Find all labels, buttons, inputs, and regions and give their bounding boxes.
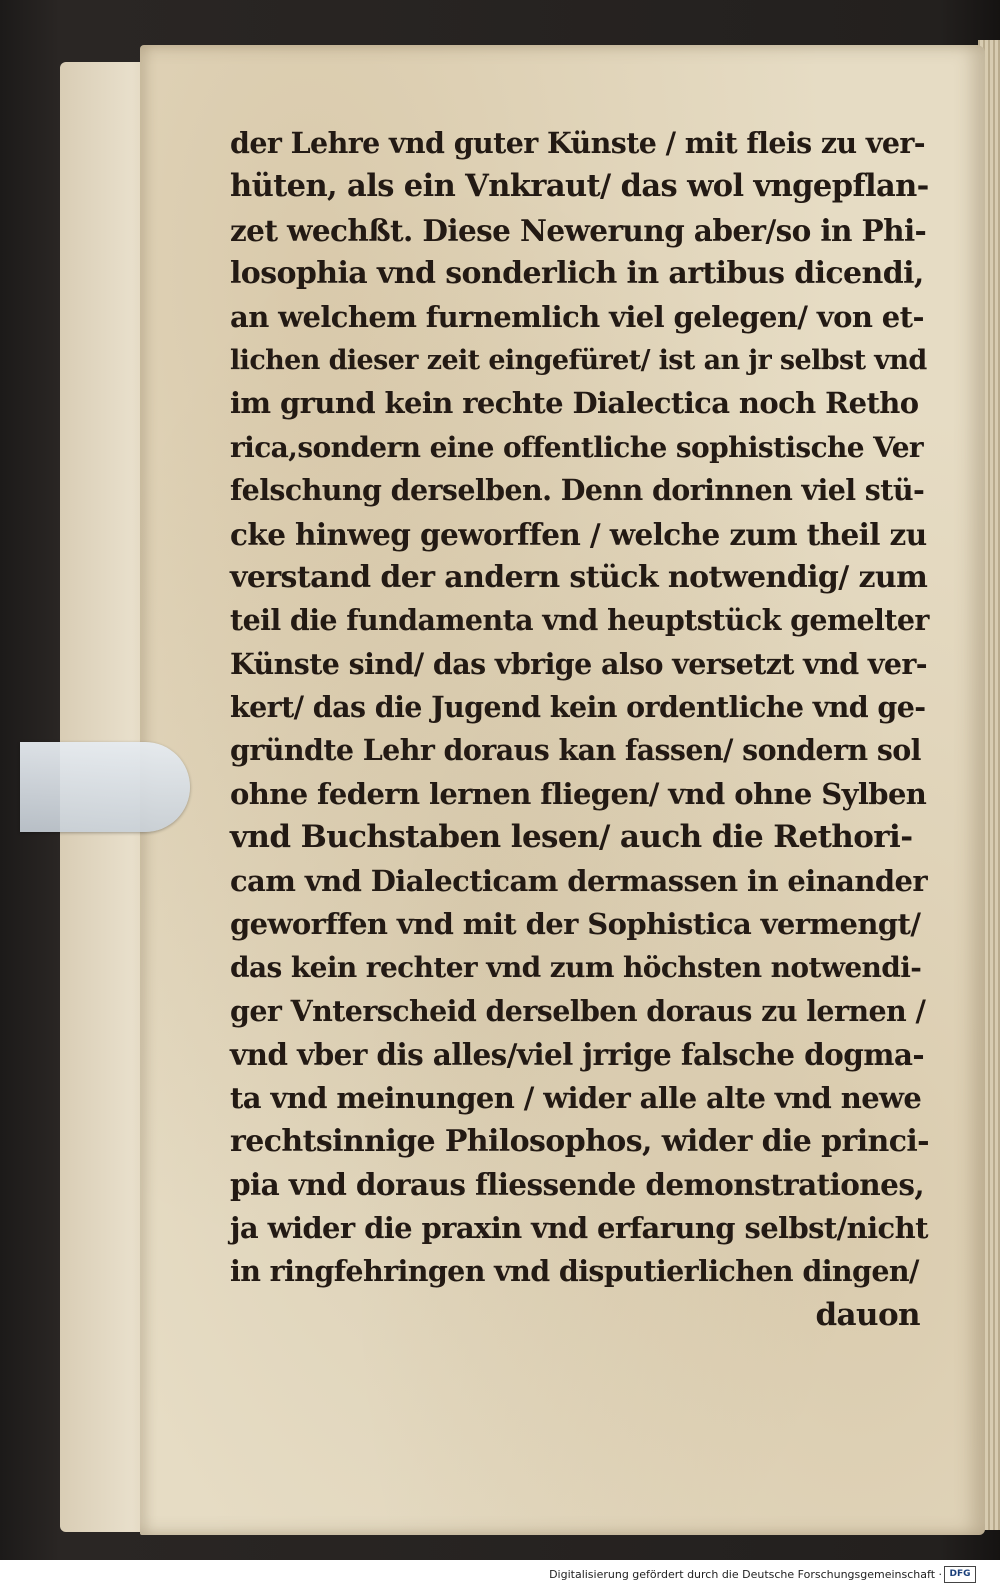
text-line: felschung derselben. Denn dorinnen viel stü- xyxy=(230,473,925,508)
text-line: cke hinweg geworffen / welche zum theil zu xyxy=(230,516,927,552)
text-line: cam vnd Dialecticam dermassen in einander xyxy=(230,863,928,898)
text-line: gründte Lehr doraus kan fassen/ sondern sol xyxy=(230,733,921,768)
text-line: zet wechßt. Diese Newerung aber/so in Phi- xyxy=(230,212,927,248)
text-line: ja wider die praxin vnd erfarung selbst/nicht xyxy=(230,1210,928,1245)
catchword: dauon xyxy=(815,1296,920,1333)
text-line: pia vnd doraus fliessende demonstrationes, xyxy=(230,1167,924,1203)
text-line: der Lehre vnd guter Künste / mit fleis zu ver- xyxy=(230,126,926,160)
text-line: in ringfehringen vnd disputierlichen dingen/ xyxy=(230,1254,919,1289)
text-line: kert/ das die Jugend kein ordentliche vnd ge- xyxy=(230,690,926,725)
text-line: losophia vnd sonderlich in artibus dicendi, xyxy=(230,256,924,292)
text-line: an welchem furnemlich viel gelegen/ von et- xyxy=(230,299,924,334)
bookmark-tab xyxy=(20,742,190,832)
text-line: ohne federn lernen fliegen/ vnd ohne Sylben xyxy=(230,776,927,811)
dfg-logo: DFG xyxy=(944,1566,976,1583)
text-line: rica,sondern eine offentliche sophistische Ver xyxy=(230,430,924,464)
text-line: rechtsinnige Philosophos, wider die princi- xyxy=(230,1123,930,1159)
text-line: lichen dieser zeit eingefüret/ ist an jr selbst vnd xyxy=(230,344,927,376)
text-line: das kein rechter vnd zum höchsten notwendi- xyxy=(230,951,922,985)
text-line: vnd Buchstaben lesen/ auch die Rethori- xyxy=(230,819,913,856)
footer-bar xyxy=(0,1560,1000,1592)
text-line: hüten, als ein Vnkraut/ das wol vngepflan- xyxy=(230,168,929,205)
text-line: verstand der andern stück notwendig/ zum xyxy=(230,559,928,595)
page-text xyxy=(230,122,930,1337)
funding-credit: Digitalisierung gefördert durch die Deutsche Forschungsgemeinschaft · xyxy=(549,1568,942,1581)
text-line: ta vnd meinungen / wider alle alte vnd newe xyxy=(230,1080,922,1115)
text-line: im grund kein rechte Dialectica noch Retho xyxy=(230,386,919,421)
text-line: teil die fundamenta vnd heuptstück gemelter xyxy=(230,603,929,638)
text-line: vnd vber dis alles/viel jrrige falsche dogma- xyxy=(230,1037,925,1073)
text-line: Künste sind/ das vbrige also versetzt vnd ver- xyxy=(230,646,928,681)
text-line: ger Vnterscheid derselben doraus zu lernen / xyxy=(230,993,926,1028)
text-line: geworffen vnd mit der Sophistica vermengt/ xyxy=(230,907,921,942)
